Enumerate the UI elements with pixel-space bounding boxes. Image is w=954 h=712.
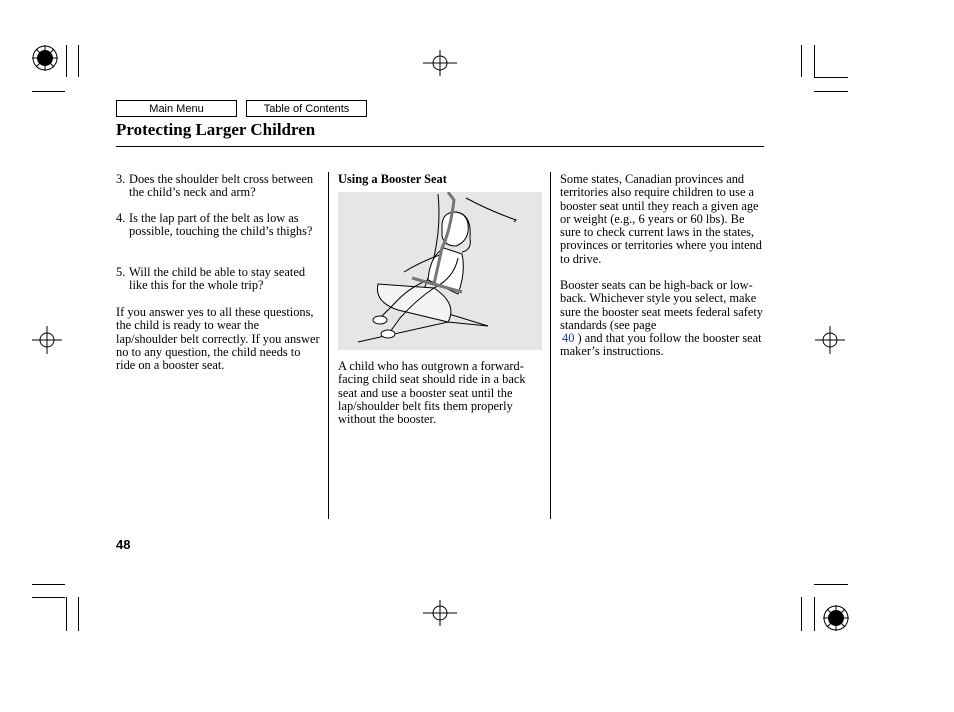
list-item-text: Will the child be able to stay seated like this for the whole trip? bbox=[129, 265, 306, 293]
booster-types-paragraph bbox=[560, 279, 766, 359]
booster-heading: Using a Booster Seat bbox=[338, 172, 447, 186]
registration-crosshair-icon bbox=[423, 600, 457, 626]
title-divider bbox=[116, 146, 764, 147]
column-divider bbox=[550, 172, 551, 519]
table-of-contents-button[interactable]: Table of Contents bbox=[246, 100, 367, 117]
list-item-text: Is the lap part of the belt as low as possible, touching the child’s thighs? bbox=[129, 211, 313, 239]
list-item-number: 3. bbox=[116, 172, 126, 186]
list-item-text: Does the shoulder belt cross between the child’s neck and arm? bbox=[129, 172, 314, 200]
list-item bbox=[116, 173, 321, 200]
list-item bbox=[116, 212, 321, 239]
list-item bbox=[116, 266, 321, 293]
summary-paragraph: If you answer yes to all these questions, the child is ready to wear the lap/shoulder belt correctly. If you answer no to any question, the child needs to ride on a booster seat. bbox=[116, 305, 320, 373]
booster-seat-illustration bbox=[338, 192, 542, 350]
list-item-number: 5. bbox=[116, 265, 126, 279]
registration-sunburst-icon bbox=[821, 603, 851, 633]
column-divider bbox=[328, 172, 329, 519]
booster-types-text-end: ) and that you follow the booster seat maker’s instructions. bbox=[560, 331, 762, 359]
page-number: 48 bbox=[116, 537, 131, 552]
page-title: Protecting Larger Children bbox=[116, 120, 316, 139]
state-laws-paragraph: Some states, Canadian provinces and territories also require children to use a booster seat until they reach a given age or weight (e.g., 6 years or 60 lbs). Be sure to check current laws in the states, provinces or territories where you intend to drive. bbox=[560, 172, 762, 266]
booster-types-text: Booster seats can be high-back or low-back. Whichever style you select, make sure the booster seat meets federal safety standards (see page bbox=[560, 278, 763, 332]
booster-paragraph: A child who has outgrown a forward-facing child seat should ride in a back seat and use a booster seat until the lap/shoulder belt fits them properly without the booster. bbox=[338, 359, 526, 427]
page-40-link[interactable]: 40 bbox=[562, 331, 575, 346]
registration-crosshair-icon bbox=[423, 50, 457, 76]
registration-sunburst-icon bbox=[30, 43, 60, 73]
list-item-number: 4. bbox=[116, 211, 126, 225]
main-menu-button[interactable]: Main Menu bbox=[116, 100, 237, 117]
registration-crosshair-icon bbox=[32, 326, 62, 354]
registration-crosshair-icon bbox=[815, 326, 845, 354]
